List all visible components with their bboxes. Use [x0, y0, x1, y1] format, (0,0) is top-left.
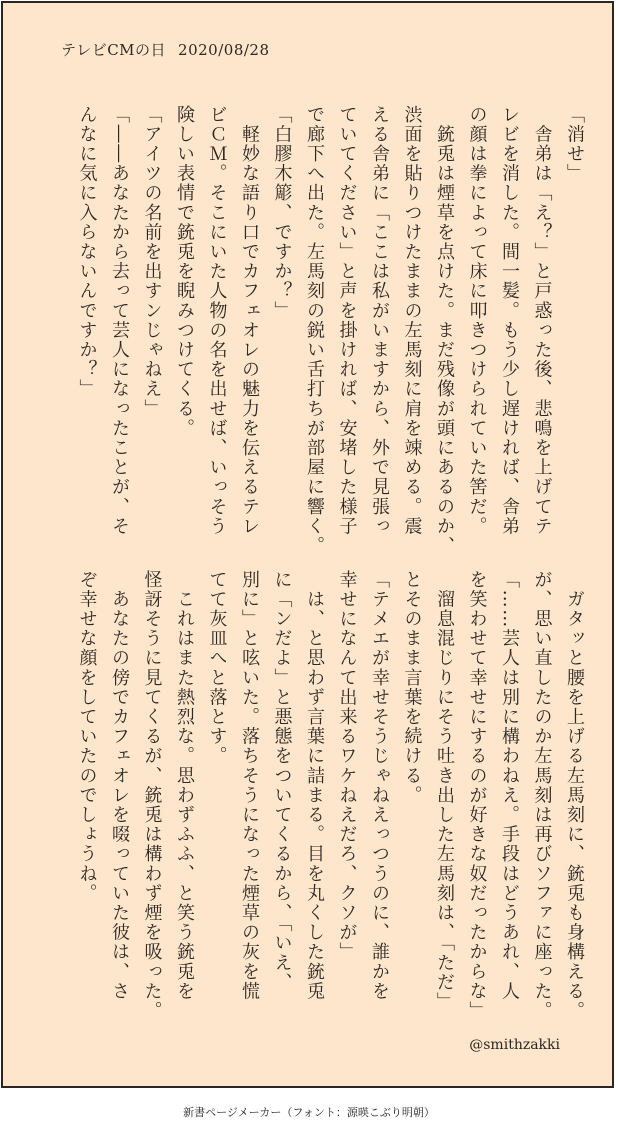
text-line: 「テメエが幸せそうじゃねえっつうのに、誰かを	[369, 570, 390, 1002]
text-line: の顔は拳によって床に叩きつけられていた筈だ。	[466, 105, 488, 537]
text-line: これはまた熱烈な。思わずふふ、と笑う銃兎を	[174, 570, 195, 1002]
author-handle: @smithzakki	[469, 1037, 560, 1053]
page-title: テレビCMの日	[61, 41, 167, 59]
footer-credit: 新書ページメーカー（フォント：源暎こぶり明朝）	[183, 1106, 435, 1119]
text-line: 険しい表情で銃兎を睨みつけてくる。	[174, 105, 195, 439]
text-line: とそのまま言葉を続ける。	[401, 570, 423, 806]
page-header	[61, 39, 270, 60]
text-line: 「――あなたから去って芸人になったことが、そ	[109, 105, 130, 537]
text-line: ていてください」と声を掛ければ、安堵した様子	[336, 105, 358, 537]
text-line: える舎弟に「ここは私がいますから、外で見張っ	[369, 105, 390, 537]
text-line: 怪訝そうに見てくるが、銃兎は構わず煙を吸った。	[141, 570, 163, 1021]
text-line: 軽妙な語り口でカフェオレの魅力を伝えるテレ	[239, 105, 260, 537]
text-line: を笑わせて幸せにするのが好きな奴だったからな」	[466, 570, 488, 1021]
text-line: 「消せ」	[564, 105, 585, 184]
text-line: レビを消した。間一髪。もう少し遅ければ、舎弟	[499, 105, 520, 537]
page-card	[1, 1, 614, 1088]
text-line: に「ンだよ」と悪態をついてくるから、「いえ、	[271, 570, 293, 993]
text-line: ぞ幸せな顔をしていたのでしょうね。	[76, 570, 98, 904]
text-line: は、と思わず言葉に詰まる。目を丸くした銃兎	[304, 570, 325, 1002]
text-line: 別に」と呟いた。落ちそうになった煙草の灰を慌	[239, 570, 260, 1002]
text-line: てて灰皿へと落とす。	[206, 570, 228, 766]
text-line: 舎弟は「え？」と戸惑った後、悲鳴を上げてテ	[531, 105, 553, 537]
text-line: 「白膠木簓、ですか？」	[271, 105, 293, 321]
text-line: 銃兎は煙草を点けた。まだ残像が頭にあるのか、	[434, 105, 455, 556]
text-line: 「……芸人は別に構わねえ。手段はどうあれ、人	[499, 570, 520, 1002]
text-line: ビＣＭ。そこにいた人物の名を出せば、いっそう	[206, 105, 228, 537]
text-line: 幸せになんて出来るワケねえだろ、クソが」	[336, 570, 358, 962]
text-line: で廊下へ出た。左馬刻の鋭い舌打ちが部屋に響く。	[304, 105, 325, 556]
text-line: が、思い直したのか左馬刻は再びソファに座った。	[531, 570, 553, 1021]
text-line: ガタッと腰を上げる左馬刻に、銃兎も身構える。	[564, 570, 585, 1021]
text-line: 溜息混じりにそう吐き出した左馬刻は、「ただ」	[434, 570, 455, 1012]
text-line: あなたの傍でカフェオレを啜っていた彼は、さ	[109, 570, 130, 1002]
upper-text-block	[70, 105, 590, 556]
text-line: んなに気に入らないんですか？」	[76, 105, 98, 399]
text-line: 「アイツの名前を出すンじゃねえ」	[141, 105, 163, 419]
lower-text-block	[70, 570, 590, 1021]
text-line: 渋面を貼りつけたままの左馬刻に肩を竦める。震	[401, 105, 423, 537]
page-date: 2020/08/28	[178, 41, 270, 59]
